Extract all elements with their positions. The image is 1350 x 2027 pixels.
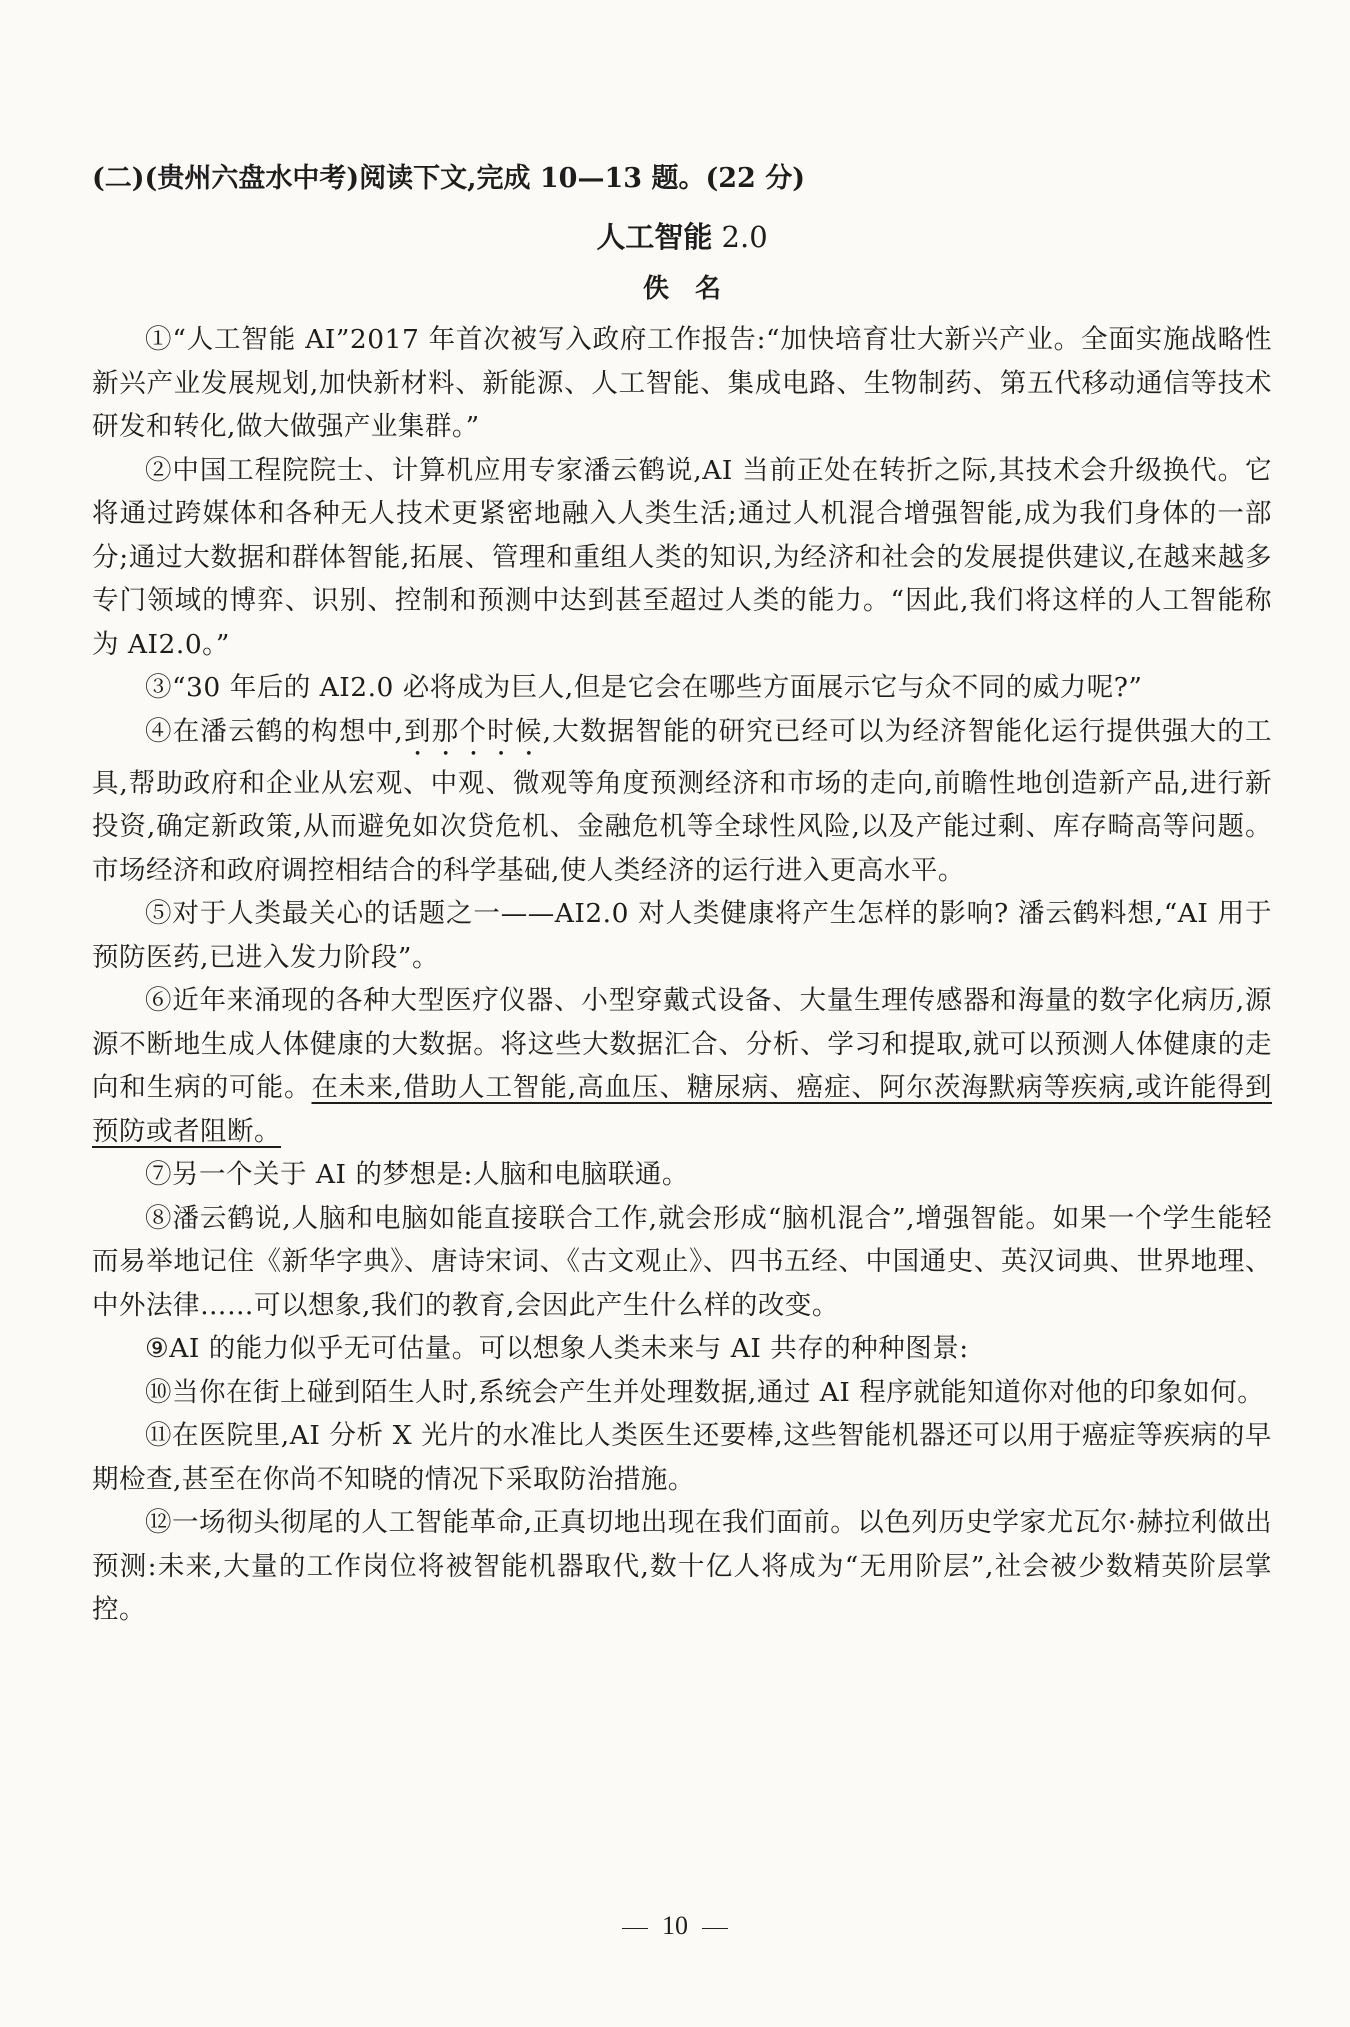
paragraph-7: ⑦另一个关于 AI 的梦想是:人脑和电脑联通。: [145, 1159, 689, 1190]
article-title-main: 人工智能: [596, 220, 713, 254]
paragraph-4: [92, 710, 1272, 893]
paragraph-6: [92, 979, 1272, 1153]
document-page: [92, 158, 1272, 1632]
article-title: [92, 216, 1272, 258]
paragraph-9: ⑨AI 的能力似乎无可估量。可以想象人类未来与 AI 共存的种种图景:: [145, 1333, 969, 1364]
page-number-value: 10: [662, 1911, 688, 1940]
paragraph-12: ⑫一场彻头彻尾的人工智能革命,正真切地出现在我们面前。以色列历史学家尤瓦尔·赫拉利做出预测:未来,大量的工作岗位将被智能机器取代,数十亿人将成为“无用阶层”,社会被少数精英阶层掌控。: [92, 1507, 1272, 1625]
article-title-version: 2.0: [712, 220, 768, 254]
paragraph-5: ⑤对于人类最关心的话题之一——AI2.0 对人类健康将产生怎样的影响? 潘云鹤料想,“AI 用于预防医药,已进入发力阶段”。: [92, 898, 1272, 973]
paragraph-10: ⑩当你在街上碰到陌生人时,系统会产生并处理数据,通过 AI 程序就能知道你对他的印象如何。: [145, 1376, 1265, 1408]
paragraph-2: ②中国工程院院士、计算机应用专家潘云鹤说,AI 当前正处在转折之际,其技术会升级换代。它将通过跨媒体和各种无人技术更紧密地融入人类生活;通过人机混合增强智能,成为我们身体的一部分;通过大数据和群体智能,拓展、管理和重组人类的知识,为经济和社会的发展提供建议,在越来越多专门领域的博弈、识别、控制和预测中达到甚至超过人类的能力。“因此,我们将这样的人工智能称为 AI2.0。”: [92, 454, 1272, 660]
paragraph-3: ③“30 年后的 AI2.0 必将成为巨人,但是它会在哪些方面展示它与众不同的威力呢?”: [145, 672, 1143, 703]
article-author: 佚名: [642, 274, 747, 304]
paragraph-4-before: ④在潘云鹤的构想中,: [145, 715, 404, 747]
article-body: [92, 318, 1272, 1632]
paragraph-4-after: ,大数据智能的研究已经可以为经济智能化运行提供强大的工具,帮助政府和企业从宏观、中观、微观等角度预测经济和市场的走向,前瞻性地创造新产品,进行新投资,确定新政策,从而避免如次贷危机、金融危机等全球性风险,以及产能过剩、库存畸高等问题。市场经济和政府调控相结合的科学基础,使人类经济的运行进入更高水平。: [92, 715, 1272, 886]
section-heading: (二)(贵州六盘水中考)阅读下文,完成 10—13 题。(22 分): [92, 163, 805, 194]
paragraph-11: ⑪在医院里,AI 分析 X 光片的水准比人类医生还要棒,这些智能机器还可以用于癌症等疾病的早期检查,甚至在你尚不知晓的情况下采取防治措施。: [92, 1420, 1272, 1495]
paragraph-8: ⑧潘云鹤说,人脑和电脑如能直接联合工作,就会形成“脑机混合”,增强智能。如果一个学生能轻而易举地记住《新华字典》、唐诗宋词、《古文观止》、四书五经、中国通史、英汉词典、世界地理、中外法律……可以想象,我们的教育,会因此产生什么样的改变。: [92, 1202, 1272, 1321]
underlined-sentence: 在未来,借助人工智能,高血压、糖尿病、癌症、阿尔茨海默病等疾病,或许能得到预防或者阻断。: [92, 1072, 1272, 1147]
paragraph-1: ①“人工智能 AI”2017 年首次被写入政府工作报告:“加快培育壮大新兴产业。全面实施战略性新兴产业发展规划,加快新材料、新能源、人工智能、集成电路、生物制药、第五代移动通信等技术研发和转化,做大做强产业集群。”: [92, 324, 1272, 442]
paragraph-6-before: ⑥近年来涌现的各种大型医疗仪器、小型穿戴式设备、大量生理传感器和海量的数字化病历,源源不断地生成人体健康的大数据。将这些大数据汇合、分析、学习和提取,就可以预测人体健康的走向和生病的可能。: [92, 985, 1272, 1103]
page-number-dash-left: [622, 1928, 648, 1929]
page-number: [0, 1908, 1350, 1944]
page-number-dash-right: [702, 1928, 728, 1929]
emphasized-phrase: 到那个时候: [403, 715, 543, 747]
